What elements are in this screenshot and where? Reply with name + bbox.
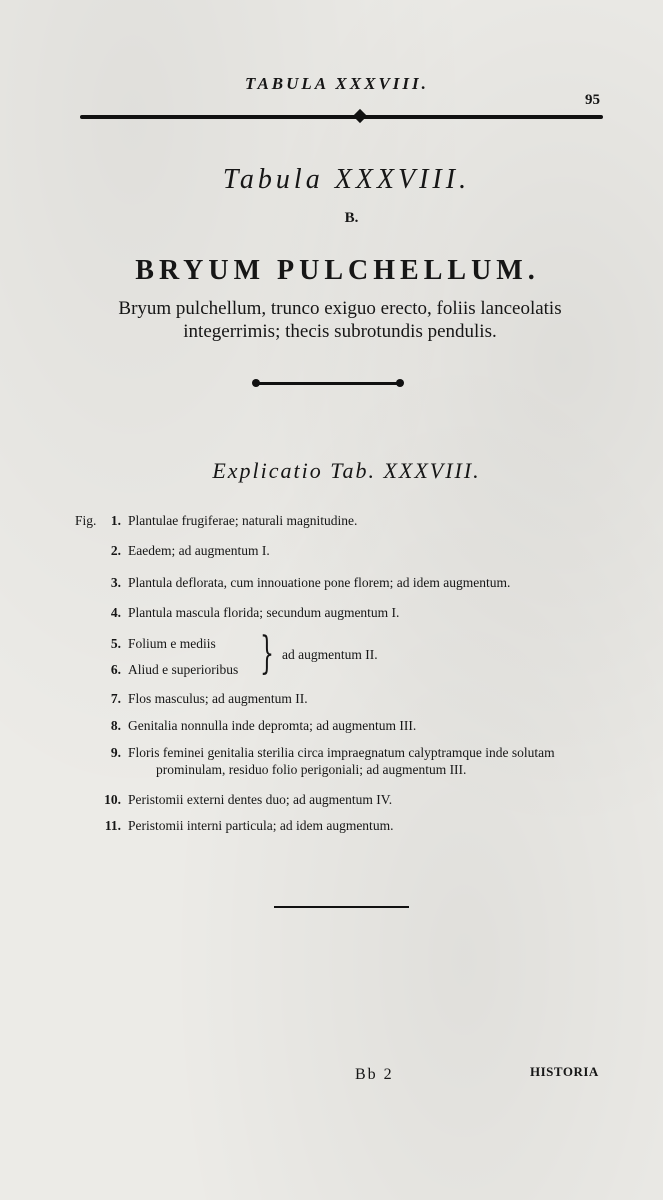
figure-text-continuation: prominulam, residuo folio perigoniali; ad augmentum III. bbox=[156, 762, 467, 777]
figure-text: Eaedem; ad augmentum I. bbox=[128, 543, 270, 558]
bottom-rule bbox=[274, 906, 409, 908]
top-rule-ornament bbox=[353, 109, 367, 123]
grouping-brace: } bbox=[260, 628, 274, 679]
figure-text-line: Floris feminei genitalia sterilia circa impraegnatum calyptramque inde solutam bbox=[128, 745, 555, 760]
figure-text: Plantula mascula florida; secundum augmentum I. bbox=[128, 605, 400, 620]
figure-text: Aliud e superioribus bbox=[128, 662, 239, 677]
figure-number: 2. bbox=[110, 543, 121, 558]
signature-mark: Bb 2 bbox=[355, 1066, 394, 1083]
figure-prefix: Fig. bbox=[75, 513, 97, 528]
figure-text: Peristomii interni particula; ad idem augmentum. bbox=[128, 818, 394, 833]
figure-number: 1. bbox=[110, 513, 121, 528]
figure-number: 4. bbox=[110, 605, 121, 620]
middle-rule-end-left bbox=[252, 379, 260, 387]
figure-text: Plantulae frugiferae; naturali magnitudine. bbox=[128, 513, 358, 528]
middle-rule-end-right bbox=[396, 379, 404, 387]
figure-number: 6. bbox=[110, 662, 121, 677]
explicatio-heading: Explicatio Tab. XXXVIII. bbox=[212, 458, 481, 483]
figure-number: 11. bbox=[104, 818, 121, 833]
figure-text bbox=[128, 744, 618, 778]
running-head: TABULA XXXVIII. bbox=[245, 74, 429, 93]
plate-title: Tabula XXXVIII. bbox=[222, 164, 471, 195]
figure-text: Folium e mediis bbox=[128, 636, 216, 651]
middle-rule bbox=[255, 382, 400, 385]
species-heading: BRYUM PULCHELLUM. bbox=[135, 255, 540, 286]
figure-text: Flos masculus; ad augmentum II. bbox=[128, 691, 308, 706]
figure-text: Genitalia nonnulla inde depromta; ad augmentum III. bbox=[128, 718, 417, 733]
page-number: 95 bbox=[585, 92, 600, 108]
figure-number: 5. bbox=[110, 636, 121, 651]
top-rule bbox=[80, 115, 603, 119]
figure-number: 9. bbox=[110, 745, 121, 760]
figure-text: Peristomii externi dentes duo; ad augmentum IV. bbox=[128, 792, 393, 807]
figure-number: 10. bbox=[104, 792, 121, 807]
figure-text: Plantula deflorata, cum innouatione pone florem; ad idem augmentum. bbox=[128, 575, 511, 590]
figure-number: 3. bbox=[110, 575, 121, 590]
catchword: HISTORIA bbox=[530, 1064, 599, 1079]
brace-annotation: ad augmentum II. bbox=[282, 647, 378, 662]
plate-subletter: B. bbox=[344, 210, 359, 226]
figure-number: 7. bbox=[110, 691, 121, 706]
species-description: Bryum pulchellum, trunco exiguo erecto, foliis lanceolatis integerrimis; thecis subrotundis pendulis. bbox=[118, 298, 562, 342]
figure-number: 8. bbox=[110, 718, 121, 733]
